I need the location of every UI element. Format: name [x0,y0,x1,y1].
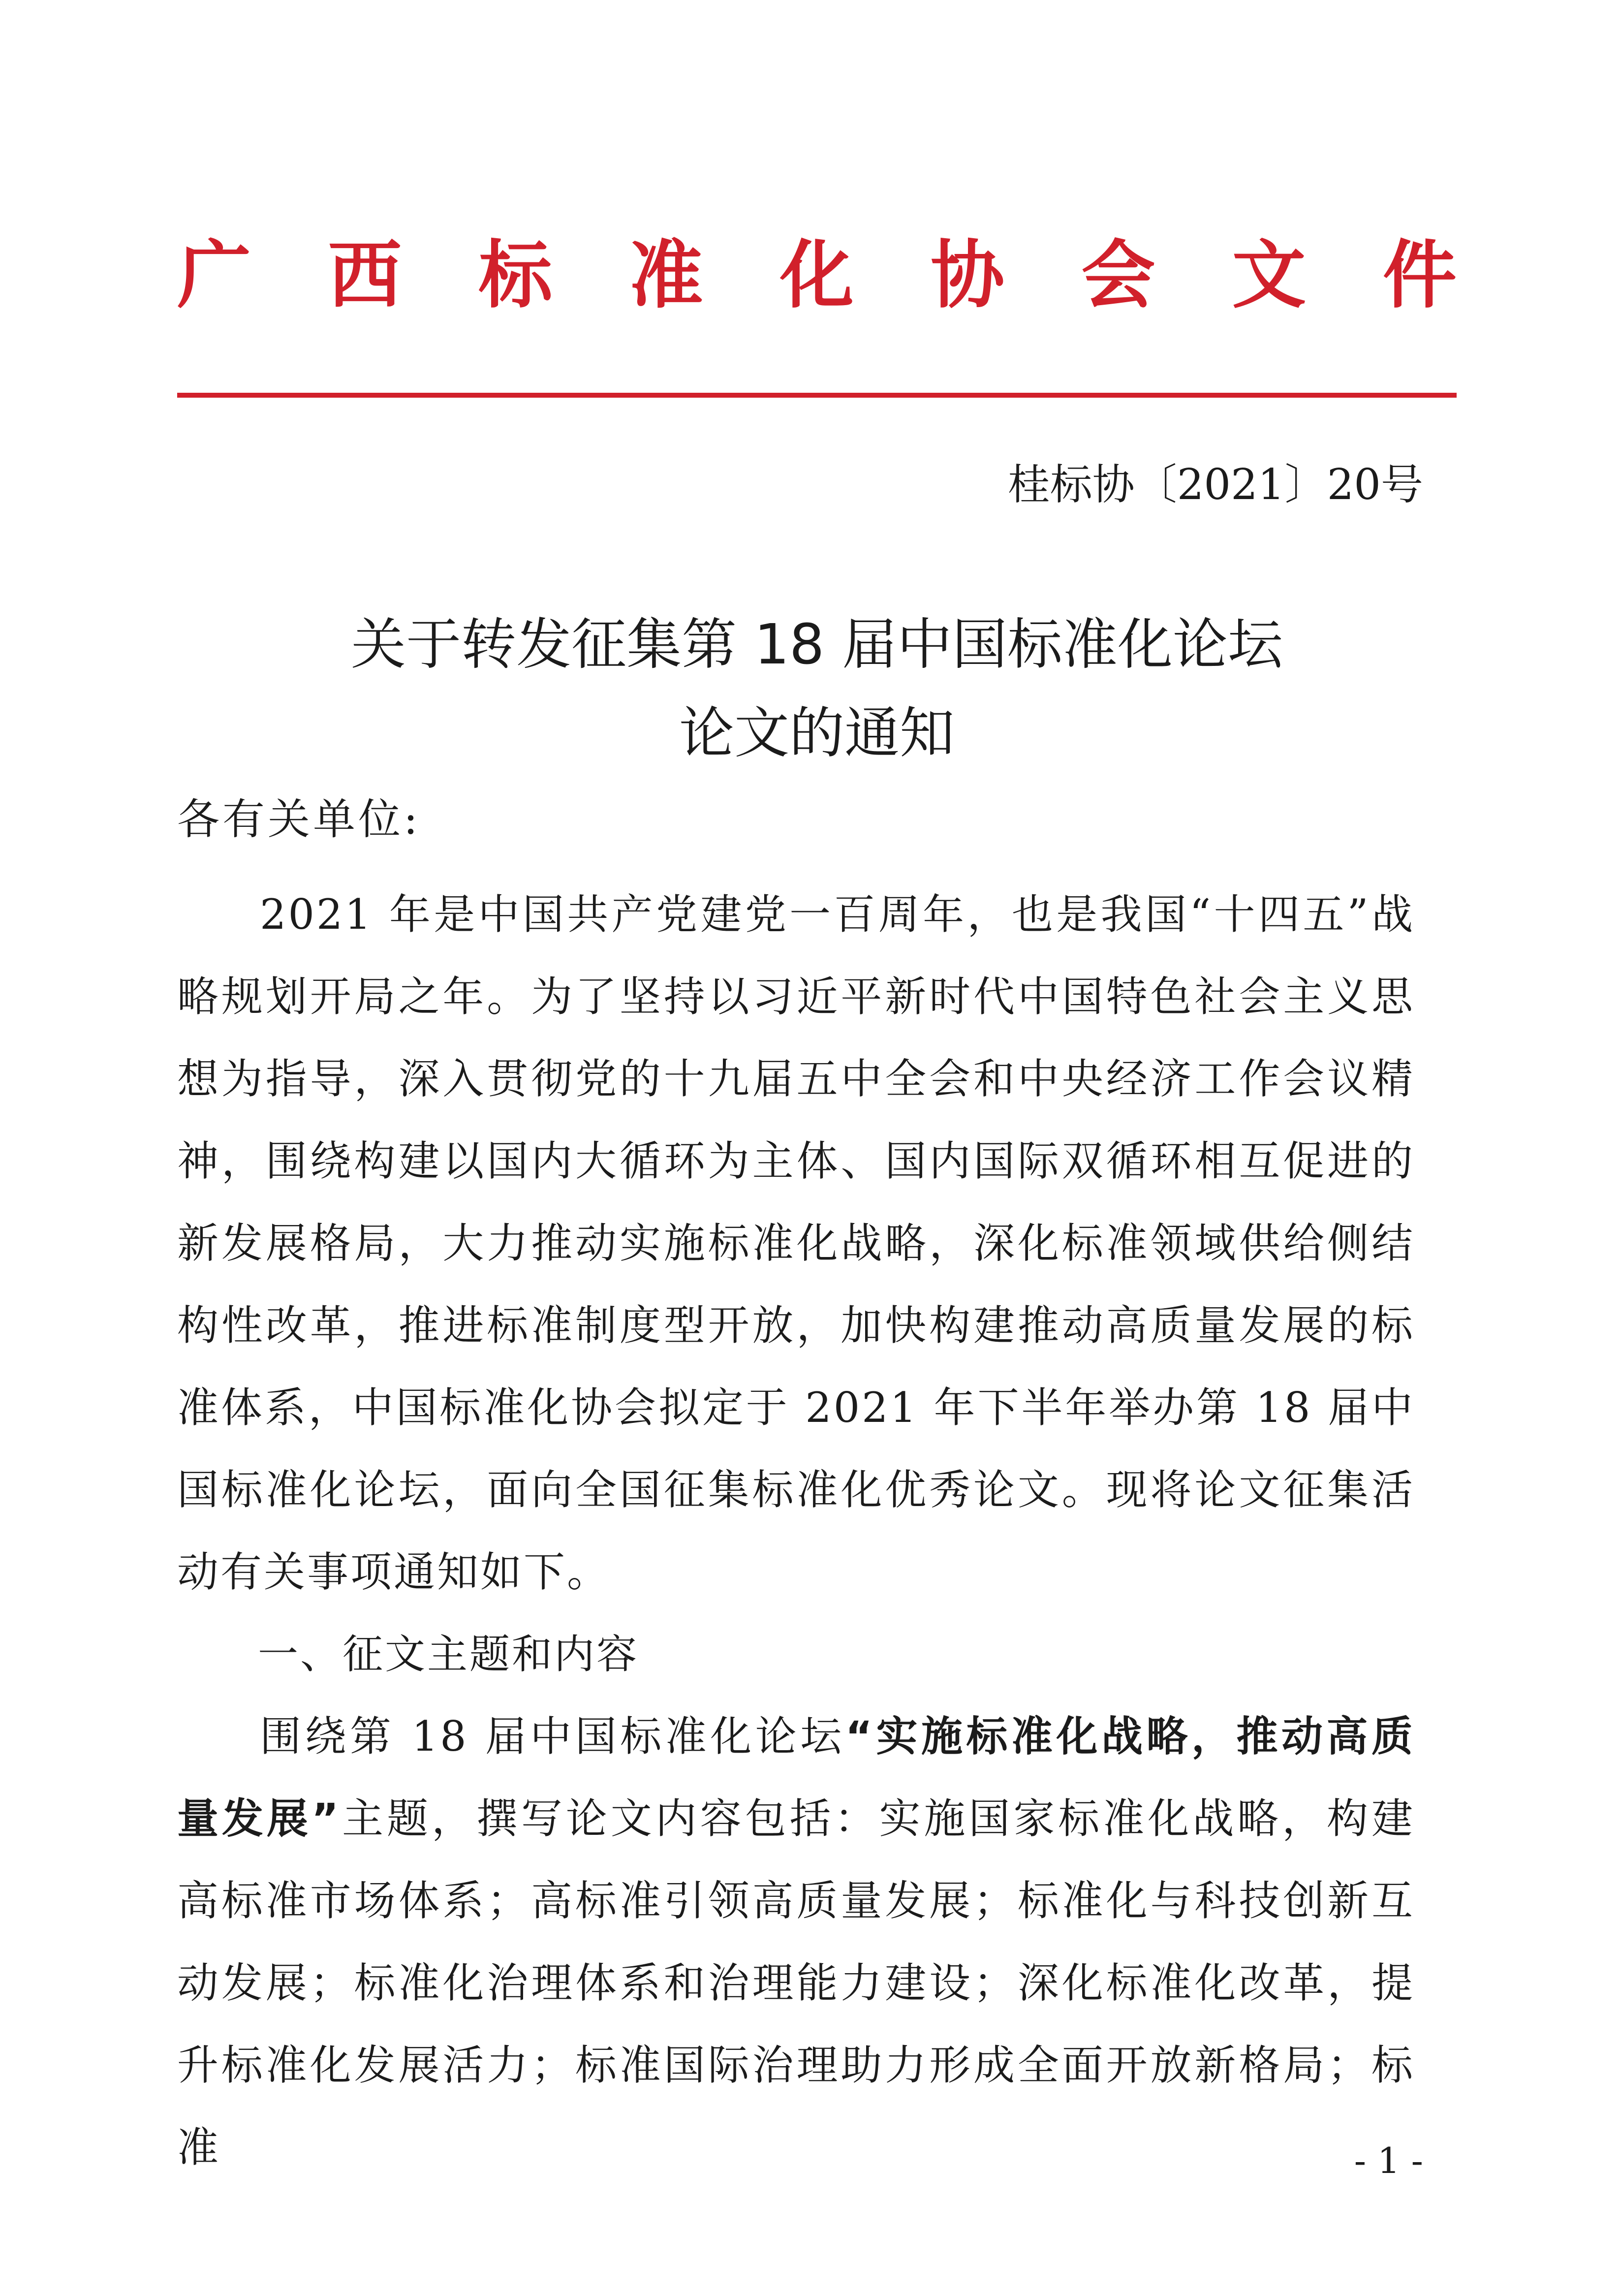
body-paragraph [177,1696,1415,2189]
forum-theme: “实施标准化战略，推动高质量发展” [177,1712,1415,1843]
document-title-line-1: 关于转发征集第 18 届中国标准化论坛 [351,613,1283,677]
document-body [177,874,1415,2189]
header-char: 化 [779,233,854,318]
header-char: 西 [328,233,402,318]
header-char: 文 [1232,233,1306,318]
issuer-header [177,226,1457,325]
document-number: 桂标协〔2021〕20号 [1007,460,1423,509]
header-char: 广 [177,233,251,318]
body-paragraph: 2021 年是中国共产党建党一百周年，也是我国“十四五”战略规划开局之年。为了坚持以习近平新时代中国特色社会主义思想为指导，深入贯彻党的十九届五中全会和中央经济工作会议精神，围绕构建以国内大循环为主体、国内国际双循环相互促进的新发展格局，大力推动实施标准化战略，深化标准领域供给侧结构性改革，推进标准制度型开放，加快构建推动高质量发展的标准体系，中国标准化协会拟定于 2021 年下半年举办第 18 届中国标准化论坛，面向全国征集标准化优秀论文。现将论文征集活动有关事项通知如下。 [177,890,1415,1596]
header-divider [177,393,1457,398]
paragraph-text: 主题，撰写论文内容包括：实施国家标准化战略，构建高标准市场体系；高标准引领高质量发展；标准化与科技创新互动发展；标准化治理体系和治理能力建设；深化标准化改革，提升标准化发展活力；标准国际治理助力形成全面开放新格局；标准 [177,1794,1415,2171]
salutation: 各有关单位: [177,795,421,844]
document-title-line-2: 论文的通知 [679,701,955,765]
header-char: 标 [478,233,553,318]
paragraph-text: 围绕第 18 届中国标准化论坛 [260,1712,845,1761]
header-char: 件 [1382,233,1457,318]
header-char: 协 [931,233,1005,318]
header-char: 会 [1081,233,1155,318]
header-char: 准 [629,233,703,318]
page-number: - 1 - [1354,2140,1423,2181]
section-heading: 一、征文主题和内容 [258,1631,639,1678]
